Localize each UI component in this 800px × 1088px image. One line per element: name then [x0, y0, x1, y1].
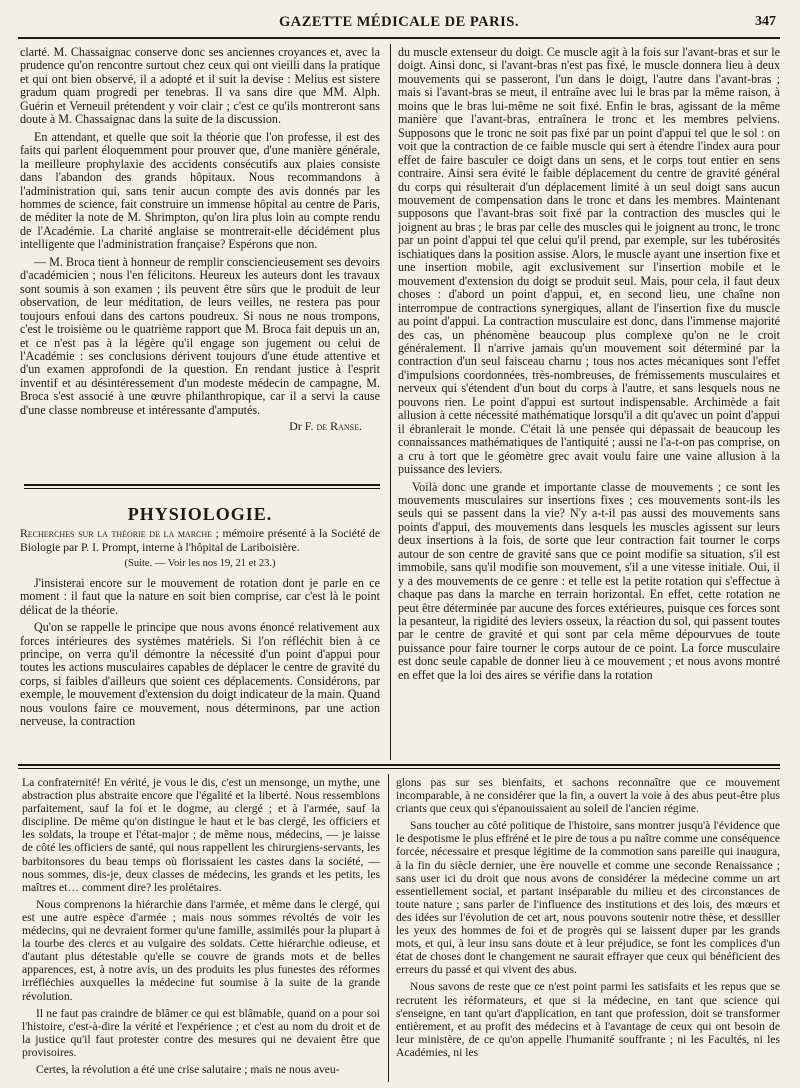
- column-divider: [390, 44, 391, 760]
- page-number: 347: [755, 14, 776, 29]
- article-paragraph: du muscle extenseur du doigt. Ce muscle agit à la fois sur l'avant-bras et sur le doigt. Ainsi donc, si l'avant-bras n'est pas fixé, le muscle donnera lieu à deux mouvements qui se passeront, l'un dans le doigt, l'autre dans l'avant-bras ; mais si l'avant-bras se meut, il entraîne avec lui le bras par la même raison, à moins que le bras lui-même ne soit fixé. Enfin le bras, agissant de la même manière que l'avant-bras, entraînera le tronc et les membres pelviens. Supposons que le tronc ne soit pas fixé par un point d'appui tel que le sol : on voit que la contraction de ce faible muscle qui sert à étendre l'index aura pour effet de faire basculer ce doigt dans un sens, et le corps tout entier en sens contraire. Ainsi sera évité le faible déplacement du centre de gravité général du corps qui résulterait d'un déplacement limité à un seul doigt sans aucun mouvement de compensation dans le tronc et dans les membres. Maintenant supposons que l'avant-bras soit fixé par la contraction des muscles qui le joignent au bras ; le bras par celle des muscles qui le joignent au tronc, le tronc par un point d'appui tel que celui qu'il prend, par exemple, sur les tubérosités ischiatiques dans la position assise. Alors, le muscle ayant une insertion fixe et une insertion mobile, agit exclusivement sur l'insertion mobile et le mouvement d'extension du doigt se produit seul. Mais, pour cela, il faut deux choses : d'abord un point d'appui, et, en second lieu, une chaîne non interrompue de contractions synergiques, allant de l'insertion fixe du muscle au point d'appui. La contraction musculaire est donc, dans l'immense majorité des cas, un phénomène beaucoup plus complexe qu'on ne le croit généralement. Il n'arrive jamais qu'un mouvement soit déterminé par la contraction d'un seul faisceau charnu ; tous nos actes mécaniques sont l'effet d'impulsions coordonnées, très-nombreuses, de frémissements musculaires et nerveux qui s'étendent d'un bout du corps à l'autre, et sans lesquels nous ne pouvons rien. Le point d'appui est surtout indispensable. Archimède a fait allusion à cette nécessité mathématique lorsqu'il a dit qu'avec un point d'appui il ébranlerait le monde. C'était là une pensée qui dépassait de beaucoup les connaissances mathématiques de l'antiquité ; aussi ne l'a-t-on pas comprise, on a cru à tort que le géomètre grec avait voulu faire une vaine allusion à la puissance des leviers.: [398, 46, 780, 477]
- article-paragraph: Qu'on se rappelle le principe que nous avons énoncé relativement aux forces intérieures des systèmes matériels. Si l'on réfléchit bien à ce principe, on verra qu'il démontre la nécessité d'un point d'appui pour toutes les actions musculaires capables de déplacer le centre de gravité du corps, si faibles d'ailleurs que soient ces déplacements. Considérons, par exemple, le mouvement d'extension du doigt indicateur de la main. Quand nous voulons faire ce mouvement, nous déterminons, par une action nerveuse, la contraction: [20, 620, 380, 729]
- continuation-note: (Suite. — Voir les nos 19, 21 et 23.): [124, 558, 276, 570]
- signature-name: de Ranse.: [316, 419, 362, 434]
- feuilleton-paragraph: Nous comprenons la hiérarchie dans l'armée, et même dans le clergé, qui est une autre espèce d'armée ; mais nous sommes révoltés de voir les médecins, qui ne devraient former qu'une famille, assimilés pour la plupart à la tourbe des clercs et au vulgaire des soldats. Cette hiérarchie odieuse, et d'autant plus détestable qu'elle se couvre de grands mots et de belles apparences, est, à notre avis, un des produits les plus funestes des réformes irréfléchies auxquelles la médecine fut soumise à la suite de la grande révolution.: [22, 897, 380, 1003]
- section-rule-bottom: [24, 488, 380, 489]
- feuilleton-rule-thin: [18, 768, 780, 769]
- editorial-paragraph: clarté. M. Chassaignac conserve donc ses anciennes croyances et, avec la prudence qu'on rencontre surtout chez ceux qui ont vieilli dans la pratique et qui ont bien observé, il a adopté et il suit la devise : Melius est sistere gradum quam progredi per tenebras. Il va sans dire que MM. Alph. Guérin et Verneuil prétendent y voir clair ; c'est ce qu'ils montreront sans doute à M. Chassaignac dans la suite de la discussion.: [20, 45, 380, 127]
- feuilleton-paragraph: Certes, la révolution a été une crise salutaire ; mais ne nous aveu-: [36, 1062, 340, 1076]
- feuilleton-paragraph: Il ne faut pas craindre de blâmer ce qui est blâmable, quand on a pour soi l'histoire, c'est-à-dire la vérité et l'expérience ; et c'est au nom du droit et de la justice qu'il faut protester contre des mesures qui ne devaient être que provisoires.: [22, 1006, 380, 1059]
- feuilleton-paragraph: glons pas sur ses bienfaits, et sachons reconnaître que ce mouvement incomparable, à ne considérer que la fin, a ouvert la voie à des abus peut-être plus criants que ceux qui s'épanouissaient au soleil de l'ancien régime.: [396, 776, 780, 816]
- article-title: [20, 527, 380, 554]
- editorial-paragraph: — M. Broca tient à honneur de remplir consciencieusement ses devoirs d'académicien ; nous l'en félicitons. Heureux les auteurs dont les travaux sont soumis à son examen ; ils peuvent être sûrs que le produit de leur observation, de leur méditation, de leurs veilles, ne restera pas pour toujours enfoui dans des cartons poudreux. Si nous ne nous trompons, c'est le troisième ou le quatrième rapport que M. Broca fait depuis un an, et ce n'est pas à la légère qu'il engage son jugement ou celui de l'Académie : ses conclusions dérivent toujours d'une étude attentive et d'un examen approfondi de la question. En rendant justice à l'esprit inventif et au désintéressement d'un modeste médecin de campagne, M. Broca s'est associé à une œuvre philanthropique, car il a servi la cause d'une classe nombreuse et intéressante d'amputés.: [20, 254, 380, 417]
- article-title-lead: Recherches sur la théorie de la marche ;: [20, 527, 219, 541]
- header-rule: [18, 37, 780, 39]
- left-column-top: [20, 46, 380, 434]
- article-paragraph: J'insisterai encore sur le mouvement de rotation dont je parle en ce moment : il faut que la nature en soit bien comprise, car c'est là le point délicat de la théorie.: [20, 575, 380, 617]
- footer-left-column: [22, 776, 380, 1082]
- journal-title: GAZETTE MÉDICALE DE PARIS.: [279, 14, 519, 30]
- section-title: PHYSIOLOGIE.: [127, 504, 273, 524]
- editorial-paragraph: En attendant, et quelle que soit la théorie que l'on professe, il est des faits qui parlent éloquemment pour prouver que, d'une manière générale, la meilleure prophylaxie des accidents consécutifs aux plaies consiste dans l'abandon des grands hôpitaux. Nous recommandons à l'administration qui, sans tenir aucun compte des avis donnés par les hommes de science, fait construire un immense hôpital au centre de Paris, de méditer la note de M. Shrimpton, qu'on lira plus loin au compte rendu de l'Académie. La charité anglaise se montrerait-elle décidément plus intelligente que l'administration française? Espérons que non.: [20, 129, 380, 252]
- right-column-top: [398, 46, 780, 760]
- physiologie-section: [20, 494, 380, 760]
- feuilleton-rule: [18, 764, 780, 766]
- feuilleton-paragraph: Sans toucher au côté politique de l'histoire, sans montrer jusqu'à l'évidence que le despotisme le plus effréné et le pire de tous a pu naître comme une conséquence forcée, nécessaire et presque légitime de la commotion sans pareille qui inaugura, à la fin du siècle dernier, une ère nouvelle et comme une seconde Renaissance ; sans user ici du droit que nous avons de considérer la médecine comme un art essentiellement social, et partant inséparable du milieu et des circonstances de toute nature ; sans parler de l'influence des institutions et des lois, des mœurs et des idées sur l'évolution de cet art, nous pouvons soutenir notre thèse, et dessiller les yeux des hommes de foi et de progrès qui se laissent duper par les grands mots, et qui, à leur insu sans doute et à leur préjudice, se font les complices d'un état de choses dont le changement ne saurait effrayer que ceux qui bénéficient des erreurs du passé et qui vivent des abus.: [396, 819, 780, 977]
- footer-right-column: [396, 776, 780, 1082]
- signature-prefix: Dr F.: [289, 419, 314, 434]
- feuilleton-paragraph: La confraternité! En vérité, je vous le dis, c'est un mensonge, un mythe, une abstraction plus abstraite encore que l'égalité et la liberté. Nous ressemblons parfaitement, sauf la foi et le dogme, au clergé ; et à l'armée, sauf la discipline. De même qu'on distingue le haut et le bas clergé, les officiers et les soldats, la troupe et l'état-major ; de même nous, médecins, — je laisse de côté les officiers de santé, qui nous rappellent les chirurgiens-servants, les barbitonsores du beau temps où florissaient les castes dans la société, — nous sommes, dis-je, deux classes de médecins, les grands et les petits, les maîtres et… comment dire? les prolétaires.: [22, 776, 380, 894]
- footer-column-divider: [388, 774, 389, 1082]
- section-rule-top: [24, 484, 380, 486]
- page-header: [18, 14, 780, 34]
- author-signature: [20, 420, 380, 433]
- feuilleton-paragraph: Nous savons de reste que ce n'est point parmi les satisfaits et les repus que se recrutent les réformateurs, et que si la médecine, en tant que science qui s'enseigne, en tant qu'art d'application, en tant que profession, doit se transformer entièrement, et au profit des médecins et à l'avantage de ceux qui ont besoin de leur ministère, de ce qu'on appelle l'humanité souffrante ; ni les Facultés, ni les Académies, ni les: [396, 980, 780, 1059]
- article-title-rest: mémoire présenté à la Société de Biologie par P. I. Prompt, interne à l'hôpital de Lariboisière.: [20, 527, 380, 554]
- article-paragraph: Voilà donc une grande et importante classe de mouvements ; ce sont les mouvements musculaires sur insertions fixes ; ces mouvements sont-ils les seuls qui se passent dans la vie? N'y a-t-il pas aussi des mouvements sans points d'appui, des mouvements dans lesquels les muscles agissent sur leurs deux insertions à la fois, de sorte que leur contraction fait tourner le corps autour de son centre de gravité sans que ce point modifie sa situation, s'il est immobile, sans qu'il modifie son mouvement, s'il a une vitesse initiale. Oui, il y a des mouvements de ce genre : et telle est la petite rotation qui s'effectue à chaque pas dans la marche en terrain horizontal. En effet, cette rotation ne peut être déterminée par aucune des forces extérieures, puisque ces forces sont la pesanteur, la rigidité des leviers osseux, la réaction du sol, qui passent toutes par le centre de gravité et qui sont par cela même dépourvues de toute puissance pour faire tourner le corps autour de ce point. La force musculaire est donc seule capable de donner lieu à ce mouvement ; et nous avons montré en effet que la loi des aires se vérifie dans la rotation: [398, 479, 780, 682]
